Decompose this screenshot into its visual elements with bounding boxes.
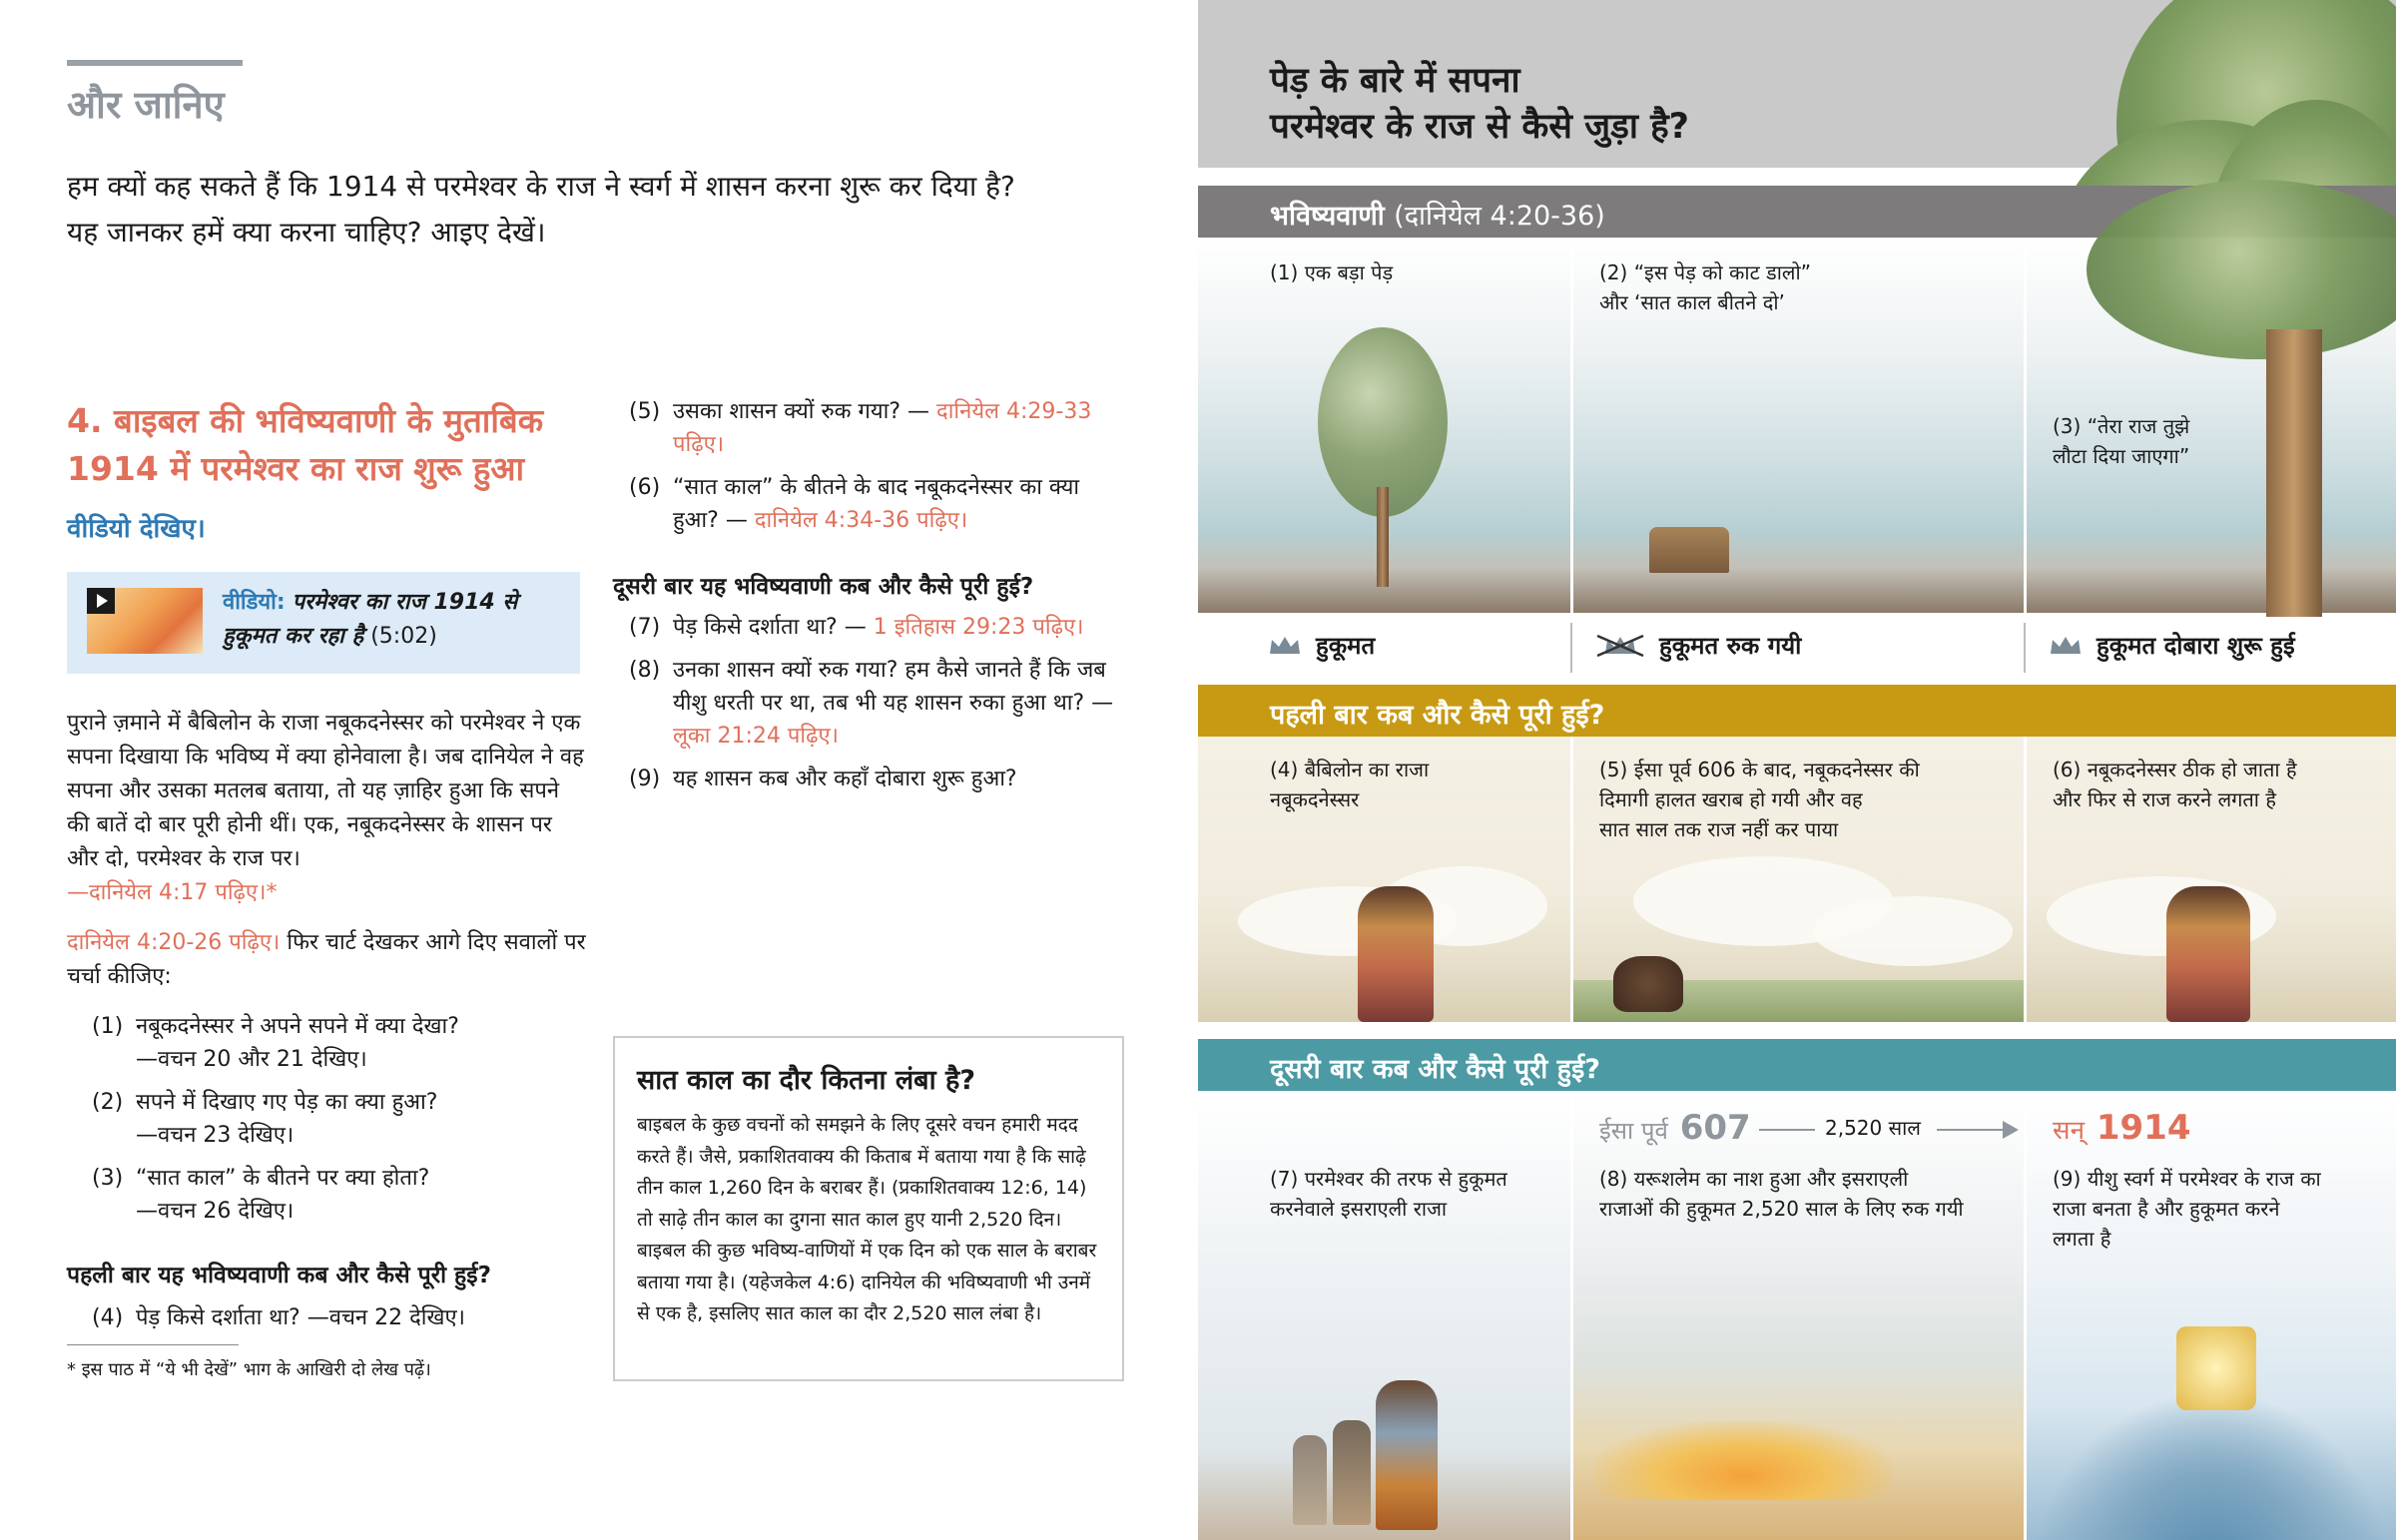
kings-line-figure xyxy=(1293,1435,1327,1525)
label-stopped: हुकूमत रुक गयी xyxy=(1595,629,1801,662)
footnote: * इस पाठ में “ये भी देखें” भाग के आखिरी दो लेख पढ़ें। xyxy=(67,1359,431,1380)
list-item: (9) यह शासन कब और कहाँ दोबारा शुरू हुआ? xyxy=(629,767,1017,791)
caption-7: (7) परमेश्‍वर की तरफ से हुकूमत करनेवाले इसराएली राजा xyxy=(1270,1167,1507,1221)
span-label: 2,520 साल xyxy=(1825,1116,1921,1140)
paragraph-scripture-ref[interactable]: —दानियेल 4:17 पढ़िए।* xyxy=(67,880,278,905)
list-item: (6) “सात काल” के बीतने के बाद नबूकदनेस्सर का क्या हुआ? — दानियेल 4:34-36 पढ़िए। xyxy=(629,475,1080,533)
paragraph-text: पुराने ज़माने में बैबिलोन के राजा नबूकदनेस्सर को परमेश्‍वर ने एक सपना दिखाया कि भविष्य में क्या होनेवाला है। जब दानियेल ने वह सपना और उसका मतलब बताया, तो यह ज़ाहिर हुआ कि सपने की बातें दो बार पूरी होनी थीं। एक, नबूकदनेस्सर के शासन पर और दो, परमेश्‍वर के राज पर। xyxy=(67,711,584,871)
question-list-q4 xyxy=(92,1301,571,1344)
list-item: (2) सपने में दिखाए गए पेड़ का क्या हुआ? —वचन 23 देखिए। xyxy=(92,1090,438,1148)
arrow-right-icon xyxy=(2003,1121,2019,1139)
king-figure xyxy=(1358,886,1434,1022)
list-item: (8) उनका शासन क्यों रुक गया? हम कैसे जानते हैं कि जब यीशु धरती पर था, तब भी यह शासन रुका हुआ था? — लूका 21:24 पढ़िए। xyxy=(629,658,1114,749)
right-page xyxy=(1198,0,2396,1540)
crown-icon xyxy=(1268,634,1302,658)
prophecy-label: भविष्यवाणी xyxy=(1270,201,1385,232)
panel-israelite-kings xyxy=(1198,1091,1570,1540)
chart-title: पेड़ के बारे में सपना परमेश्‍वर के राज से कैसे जुड़ा है? xyxy=(1270,61,1689,147)
video-title[interactable]: परमेश्‍वर का राज 1914 से हुकूमत कर रहा है xyxy=(223,590,518,649)
read-instruction-text: फिर चार्ट देखकर आगे दिए सवालों पर चर्चा कीजिए: xyxy=(67,930,586,989)
question-list-b xyxy=(629,395,1128,547)
year-1914: सन् 1914 xyxy=(2053,1108,2191,1148)
stump-illustration xyxy=(1649,527,1729,573)
video-text xyxy=(223,586,562,654)
label-resumed: हुकूमत दोबारा शुरू हुई xyxy=(2049,629,2295,662)
read-scripture-ref[interactable]: दानियेल 4:20-26 पढ़िए। xyxy=(67,930,281,955)
madness-figure xyxy=(1613,956,1683,1012)
play-icon[interactable] xyxy=(87,588,115,614)
timeline-line xyxy=(1759,1129,1815,1131)
throne-icon xyxy=(2176,1326,2256,1410)
body-paragraph xyxy=(67,707,586,910)
intro-text: हम क्यों कह सकते हैं कि 1914 से परमेश्‍वर के राज ने स्वर्ग में शासन करना शुरू कर दिया है? यह जानकर हमें क्या करना चाहिए? आइए देखें। xyxy=(67,170,1015,249)
crown-icon xyxy=(2049,634,2083,658)
list-item: (5) उसका शासन क्यों रुक गया? — दानियेल 4:29-33 पढ़िए। xyxy=(629,399,1092,457)
video-thumbnail[interactable] xyxy=(87,588,203,654)
read-instruction xyxy=(67,926,586,994)
divider xyxy=(2024,623,2026,673)
caption-2: (2) “इस पेड़ को काट डालो” और ‘सात काल बीतने दो’ xyxy=(1599,260,1812,314)
caption-5: (5) ईसा पूर्व 606 के बाद, नबूकदनेस्सर की दिमागी हालत खराब हो गयी और वह सात साल तक राज नहीं कर पाया xyxy=(1599,758,1920,841)
list-item: (7) पेड़ किसे दर्शाता था? — 1 इतिहास 29:23 पढ़िए। xyxy=(629,615,1084,640)
list-item: (1) नबूकदनेस्सर ने अपने सपने में क्या देखा? —वचन 20 और 21 देखिए। xyxy=(92,1014,459,1072)
box-title: सात काल का दौर कितना लंबा है? xyxy=(637,1065,975,1096)
timeline-line xyxy=(1937,1129,2007,1131)
panel-big-tree xyxy=(1198,238,1570,613)
king-on-throne-figure xyxy=(1376,1380,1438,1530)
caption-4: (4) बैबिलोन का राजा नबूकदनेस्सर xyxy=(1270,758,1430,811)
seven-times-box xyxy=(613,1036,1124,1381)
kings-line-figure xyxy=(1333,1420,1371,1525)
tree-trunk xyxy=(1377,487,1389,587)
caption-1: (1) एक बड़ा पेड़ xyxy=(1270,260,1394,284)
crossed-crown-icon xyxy=(1595,634,1645,658)
earth-illustration xyxy=(2027,1390,2396,1540)
video-link[interactable]: वीडियो देखिए। xyxy=(67,514,206,544)
caption-3: (3) “तेरा राज तुझे लौटा दिया जाएगा” xyxy=(2053,414,2190,468)
year-607: ईसा पूर्व 607 xyxy=(1599,1108,1751,1148)
box-body: बाइबल के कुछ वचनों को समझने के लिए दूसरे वचन हमारी मदद करते हैं। जैसे, प्रकाशितवाक्य की किताब में बताया गया है कि साढ़े तीन काल 1,260 दिन के बराबर हैं। (प्रकाशितवाक्य 12:6, 14) तो साढ़े तीन काल का दुगना सात काल हुए यानी 2,520 दिन। बाइबल की कुछ भविष्य-वाणियों में एक दिन को एक साल के बराबर बताया गया है। (यहेजकेल 4:6) दानियेल की भविष्यवाणी भी उनमें से एक है, इसलिए सात काल का दौर 2,520 साल लंबा है। xyxy=(637,1114,1097,1324)
video-label: वीडियो: xyxy=(223,590,286,615)
prophecy-ref[interactable]: (दानियेल 4:20-36) xyxy=(1394,201,1605,232)
caption-8: (8) यरूशलेम का नाश हुआ और इसराएली राजाओं की हुकूमत 2,520 साल के लिए रुक गयी xyxy=(1599,1167,1964,1221)
first-fulfillment-heading: पहली बार यह भविष्यवाणी कब और कैसे पूरी हुई? xyxy=(67,1263,491,1288)
question-list-a xyxy=(92,1010,571,1238)
second-fulfillment-band: दूसरी बार कब और कैसे पूरी हुई? xyxy=(1198,1039,2396,1091)
panel-jerusalem-destroyed xyxy=(1573,1091,2024,1540)
panel-jesus-king xyxy=(2027,1091,2396,1540)
second-fulfillment-heading: दूसरी बार यह भविष्यवाणी कब और कैसे पूरी हुई? xyxy=(613,574,1034,600)
lesson-title: 4. बाइबल की भविष्यवाणी के मुताबिक 1914 में परमेश्‍वर का राज शुरू हुआ xyxy=(67,401,544,488)
caption-9: (9) यीशु स्वर्ग में परमेश्‍वर के राज का राजा बनता है और हुकूमत करने लगता है xyxy=(2053,1167,2321,1251)
big-tree-trunk xyxy=(2266,329,2322,619)
video-duration: (5:02) xyxy=(370,624,437,649)
list-item: (3) “सात काल” के बीतने पर क्या होता? —वचन 26 देखिए। xyxy=(92,1166,430,1224)
footnote-rule xyxy=(67,1344,239,1345)
section-header: और जानिए xyxy=(67,83,225,127)
section-rule xyxy=(67,60,243,66)
first-fulfillment-band: पहली बार कब और कैसे पूरी हुई? xyxy=(1198,685,2396,737)
divider xyxy=(1570,623,1572,673)
label-rule: हुकूमत xyxy=(1268,629,1375,662)
caption-6: (6) नबूकदनेस्सर ठीक हो जाता है और फिर से राज करने लगता है xyxy=(2053,758,2297,811)
list-item: (4) पेड़ किसे दर्शाता था? —वचन 22 देखिए। xyxy=(92,1305,465,1330)
question-list-c xyxy=(629,611,1128,805)
restored-king-figure xyxy=(2166,886,2250,1022)
fire-illustration xyxy=(1593,1420,1893,1500)
video-card[interactable] xyxy=(67,572,580,674)
